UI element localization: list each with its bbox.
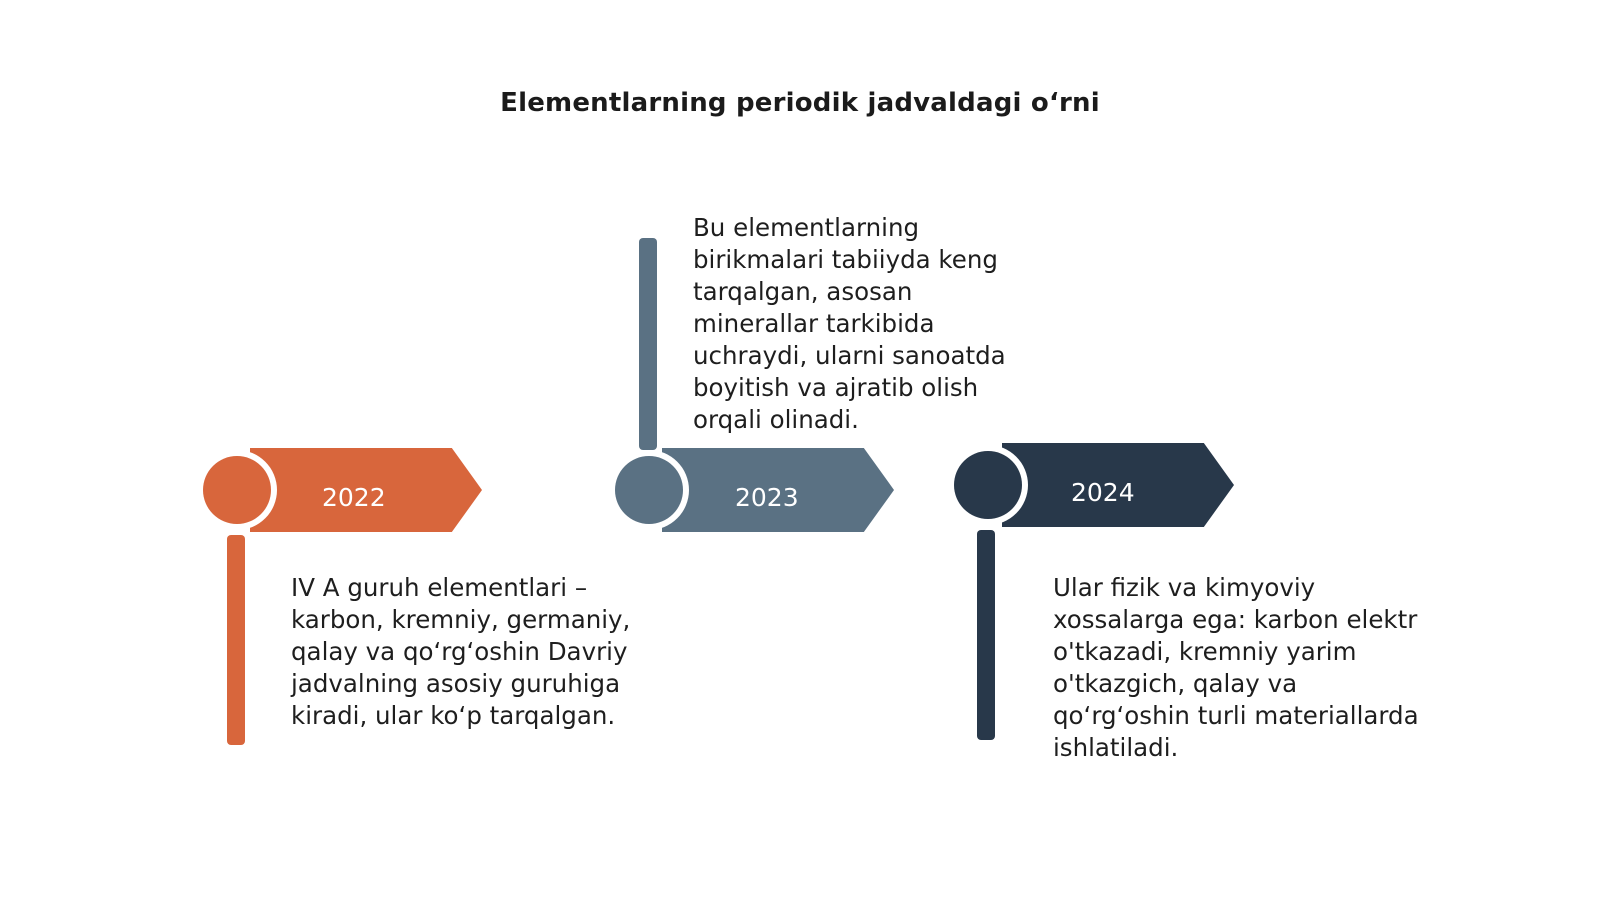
year-label-2022: 2022 [322,483,386,512]
timeline-node-2024 [948,445,1028,525]
year-label-2023: 2023 [735,483,799,512]
diagram-title: Elementlarning periodik jadvaldagi o‘rni [500,88,1100,118]
timeline-node-dot-2023 [615,456,683,524]
timeline-stem-2023 [639,238,657,450]
description-2024: Ular fizik va kimyoviy xossalarga ega: karbon elektr o'tkazadi, kremniy yarim o'tkazgich, qalay va qo‘rg‘oshin turli materiallarda ishlatiladi. [1053,573,1419,762]
timeline-node-dot-2024 [954,451,1022,519]
description-2022: IV A guruh elementlari – karbon, kremniy, germaniy, qalay va qo‘rg‘oshin Davriy jadvalning asosiy guruhiga kiradi, ular ko‘p tarqalgan. [291,573,631,730]
timeline-stem-2024 [977,530,995,740]
timeline-node-2022 [197,450,277,530]
description-2023: Bu elementlarning birikmalari tabiiyda keng tarqalgan, asosan minerallar tarkibida uchraydi, ularni sanoatda boyitish va ajratib olish orqali olinadi. [693,213,1006,434]
timeline-stem-2022 [227,535,245,745]
year-label-2024: 2024 [1071,478,1135,507]
timeline-node-dot-2022 [203,456,271,524]
timeline-node-2023 [609,450,689,530]
